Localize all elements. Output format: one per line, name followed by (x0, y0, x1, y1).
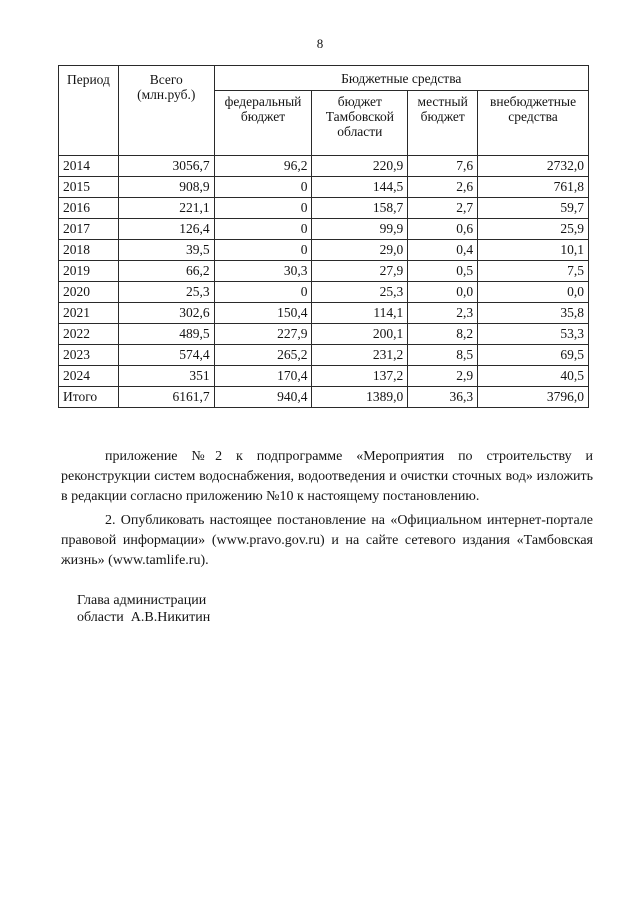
header-total: Всего (млн.руб.) (118, 66, 214, 156)
cell-total: 25,3 (118, 282, 214, 303)
cell-regional: 158,7 (312, 198, 408, 219)
cell-federal: 227,9 (214, 324, 312, 345)
cell-year: 2020 (59, 282, 119, 303)
table-row (59, 324, 589, 345)
cell-total: 489,5 (118, 324, 214, 345)
budget-table (58, 65, 589, 408)
cell-local: 2,7 (408, 198, 478, 219)
table-row (59, 282, 589, 303)
cell-regional: 27,9 (312, 261, 408, 282)
cell-federal: 940,4 (214, 387, 312, 408)
cell-extra: 761,8 (478, 177, 589, 198)
cell-extra: 40,5 (478, 366, 589, 387)
signature-name: области А.В.Никитин (77, 610, 211, 625)
cell-year: 2019 (59, 261, 119, 282)
cell-regional: 29,0 (312, 240, 408, 261)
cell-total: 66,2 (118, 261, 214, 282)
cell-total: 126,4 (118, 219, 214, 240)
cell-extra: 2732,0 (478, 156, 589, 177)
cell-year: 2024 (59, 366, 119, 387)
cell-extra: 3796,0 (478, 387, 589, 408)
cell-federal: 0 (214, 198, 312, 219)
cell-extra: 69,5 (478, 345, 589, 366)
cell-regional: 231,2 (312, 345, 408, 366)
cell-federal: 170,4 (214, 366, 312, 387)
table-row (59, 219, 589, 240)
cell-regional: 200,1 (312, 324, 408, 345)
cell-local: 8,2 (408, 324, 478, 345)
header-federal: федеральный бюджет (214, 91, 312, 156)
cell-total: 574,4 (118, 345, 214, 366)
signature-title: Глава администрации (77, 593, 207, 608)
table-row (59, 156, 589, 177)
cell-total: 221,1 (118, 198, 214, 219)
cell-regional: 220,9 (312, 156, 408, 177)
cell-local: 0,5 (408, 261, 478, 282)
cell-local: 0,6 (408, 219, 478, 240)
cell-extra: 59,7 (478, 198, 589, 219)
cell-federal: 0 (214, 240, 312, 261)
page-number: 8 (316, 36, 324, 51)
cell-extra: 7,5 (478, 261, 589, 282)
cell-year: 2016 (59, 198, 119, 219)
table-row (59, 303, 589, 324)
paragraph-publish: 2. Опубликовать настоящее постановление на «Официальном интернет-портале правовой информации» (www.pravo.gov.ru) и на сайте сетевого издания «Тамбовская жизнь» (www.tamlife.ru). (61, 513, 593, 568)
cell-year: 2017 (59, 219, 119, 240)
paragraph-appendix: приложение №2 к подпрограмме «Мероприятия по строительству и реконструкции систем водоснабжения, водоотведения и очистки сточных вод» изложить в редакции согласно приложению №10 к настоящему постановлению. (61, 449, 593, 504)
table-row (59, 345, 589, 366)
cell-federal: 30,3 (214, 261, 312, 282)
cell-total: 351 (118, 366, 214, 387)
header-budget-group: Бюджетные средства (214, 66, 588, 91)
cell-year: 2021 (59, 303, 119, 324)
cell-extra: 10,1 (478, 240, 589, 261)
table-row (59, 198, 589, 219)
cell-federal: 265,2 (214, 345, 312, 366)
cell-extra: 25,9 (478, 219, 589, 240)
cell-regional: 137,2 (312, 366, 408, 387)
cell-year: 2022 (59, 324, 119, 345)
cell-total: 302,6 (118, 303, 214, 324)
cell-local: 36,3 (408, 387, 478, 408)
cell-total: 39,5 (118, 240, 214, 261)
table-row (59, 177, 589, 198)
cell-regional: 144,5 (312, 177, 408, 198)
cell-federal: 0 (214, 219, 312, 240)
signature-block (77, 592, 210, 626)
cell-total: 908,9 (118, 177, 214, 198)
cell-year: 2014 (59, 156, 119, 177)
cell-extra: 53,3 (478, 324, 589, 345)
cell-local: 0,0 (408, 282, 478, 303)
cell-year: 2018 (59, 240, 119, 261)
cell-federal: 150,4 (214, 303, 312, 324)
cell-local: 2,6 (408, 177, 478, 198)
cell-regional: 114,1 (312, 303, 408, 324)
table-row (59, 387, 589, 408)
cell-federal: 0 (214, 282, 312, 303)
table-row (59, 261, 589, 282)
header-period: Период (59, 66, 119, 156)
cell-year: 2015 (59, 177, 119, 198)
header-local: местный бюджет (408, 91, 478, 156)
cell-local: 2,3 (408, 303, 478, 324)
cell-regional: 99,9 (312, 219, 408, 240)
cell-extra: 35,8 (478, 303, 589, 324)
table-body (59, 156, 589, 408)
cell-local: 2,9 (408, 366, 478, 387)
cell-year: 2023 (59, 345, 119, 366)
cell-regional: 25,3 (312, 282, 408, 303)
cell-federal: 96,2 (214, 156, 312, 177)
header-regional: бюджет Тамбовской области (312, 91, 408, 156)
cell-regional: 1389,0 (312, 387, 408, 408)
cell-local: 0,4 (408, 240, 478, 261)
cell-total: 6161,7 (118, 387, 214, 408)
cell-federal: 0 (214, 177, 312, 198)
cell-local: 7,6 (408, 156, 478, 177)
cell-local: 8,5 (408, 345, 478, 366)
cell-total: 3056,7 (118, 156, 214, 177)
table-row (59, 240, 589, 261)
cell-year: Итого (59, 387, 119, 408)
cell-extra: 0,0 (478, 282, 589, 303)
table-row (59, 366, 589, 387)
header-extra: внебюджетные средства (478, 91, 589, 156)
